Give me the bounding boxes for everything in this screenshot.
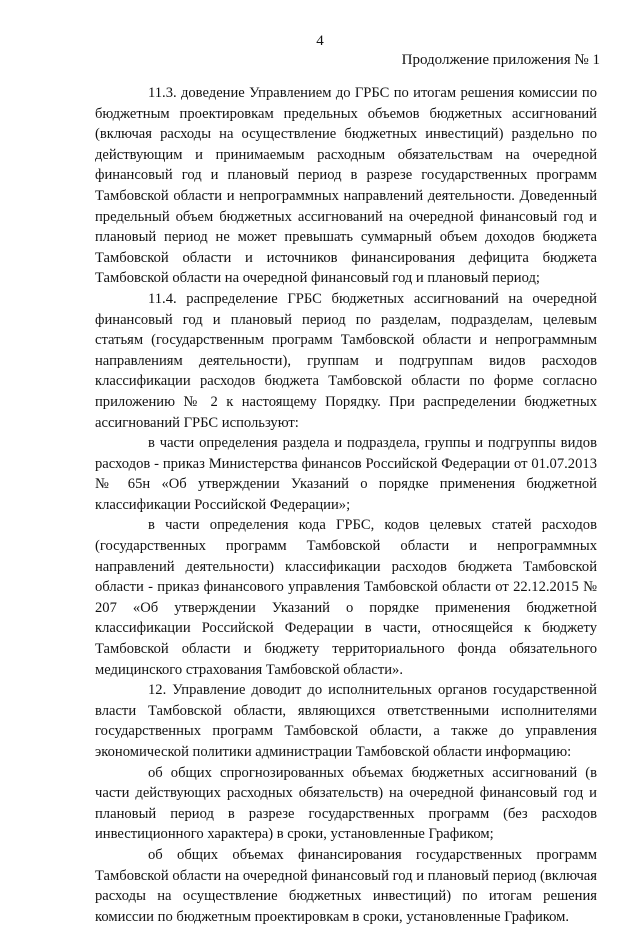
paragraph-section-subsection: в части определения раздела и подраздела, группы и подгруппы видов расходов - приказ Министерства финансов Российской Федерации от 01.07.2013 № 65н «Об утверждении Указаний о порядке применения бюджетной классификации Российской Федерации»; (95, 435, 597, 513)
paragraph-12: 12. Управление доводит до исполнительных органов государственной власти Тамбовской области, являющихся ответственными исполнителями государственных программ Тамбовской области, а также до управления экономической политики администрации Тамбовской области информацию: (95, 682, 597, 760)
appendix-continuation-label: Продолжение приложения № 1 (401, 52, 600, 68)
paragraph-11-3: 11.3. доведение Управлением до ГРБС по итогам решения комиссии по бюджетным проектировкам предельных объемов бюджетных ассигнований (включая расходы на осуществление бюджетных инвестиций) раздельно по действующим и принимаемым расходным обязательствам на очередной финансовый год и плановый период в разрезе государственных программ Тамбовской области и непрограммных направлений деятельности. Доведенный предельный объем бюджетных ассигнований на очередной финансовый год и плановый период не может превышать суммарный объем доходов бюджета Тамбовской области и источников финансирования дефицита бюджета Тамбовской области на очередной финансовый год и плановый период; (95, 85, 597, 287)
paragraph-11-4: 11.4. распределение ГРБС бюджетных ассигнований на очередной финансовый год и плановый период по разделам, подразделам, целевым статьям (государственным программ Тамбовской области и непрограммным направлениям деятельности), группам и подгруппам видов расходов классификации расходов бюджета Тамбовской области по форме согласно приложению № 2 к настоящему Порядку. При распределении бюджетных ассигнований ГРБС используют: (95, 290, 597, 431)
paragraph-grbs-code: в части определения кода ГРБС, кодов целевых статей расходов (государственных программ Тамбовской области и непрограммных направлений деятельности) классификации расходов бюджета Тамбовской области - приказ финансового управления Тамбовской области от 22.12.2015 № 207 «Об утверждении Указаний о порядке применения бюджетной классификации Российской Федерации в части, относящейся к бюджету Тамбовской области и бюджету территориального фонда обязательного медицинского страхования Тамбовской области». (95, 517, 597, 678)
paragraph-financing-volumes: об общих объемах финансирования государственных программ Тамбовской области на очередной финансовый год и плановый период (включая расходы на осуществление бюджетных инвестиций) по итогам решения комиссии по бюджетным проектировкам в сроки, установленные Графиком. (95, 846, 597, 925)
document-body (95, 83, 597, 927)
paragraph-forecast-volumes: об общих спрогнозированных объемах бюджетных ассигнований (в части действующих расходных обязательств) на очередной финансовый год и плановый период в разрезе государственных программ (без расходов инвестиционного характера) в сроки, установленные Графиком; (95, 764, 597, 843)
page-number: 4 (316, 33, 324, 49)
